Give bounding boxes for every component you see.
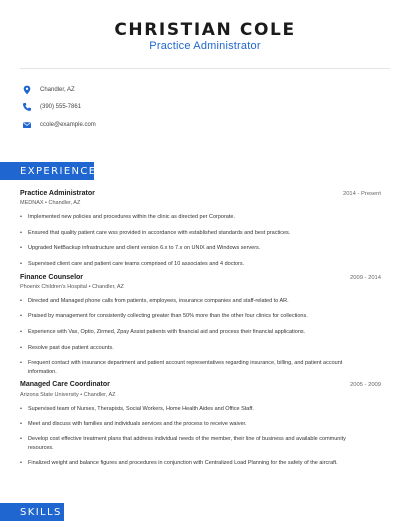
- contact-email: [22, 119, 96, 131]
- section-skills-header: SKILLS: [0, 503, 64, 521]
- job-title: Managed Care Coordinator: [20, 381, 110, 388]
- job-location: Chandler, AZ: [48, 200, 81, 206]
- job-location: Chandler, AZ: [83, 392, 116, 398]
- job-org-line: MEDNAX • Chandler, AZ: [20, 200, 81, 206]
- candidate-name: CHRISTIAN COLE: [114, 20, 296, 40]
- contact-location-text: Chandler, AZ: [40, 87, 75, 93]
- job-dates: 2009 - 2014: [350, 275, 381, 281]
- location-pin-icon: [22, 85, 32, 95]
- job-location: Chandler, AZ: [92, 284, 124, 290]
- job-org-line: Arizona State University • Chandler, AZ: [20, 392, 116, 398]
- phone-icon: [22, 102, 32, 112]
- job-title: Practice Administrator: [20, 190, 95, 197]
- job-org-line: Phoenix Children's Hospital • Chandler, AZ: [20, 284, 124, 290]
- section-experience-header: EXPERIENCE: [0, 162, 94, 180]
- email-icon: [22, 120, 32, 130]
- job-org: Phoenix Children's Hospital: [20, 284, 88, 290]
- job-dates: 2014 - Present: [342, 191, 381, 197]
- contact-email-text: ccole@example.com: [40, 122, 96, 128]
- candidate-role: Practice Administrator: [149, 40, 261, 52]
- contact-location: [22, 84, 75, 96]
- job-dates: 2005 - 2009: [350, 382, 381, 388]
- contact-phone-text: (390) 555-7861: [40, 104, 82, 110]
- contact-phone: [22, 101, 81, 113]
- job-title: Finance Counselor: [20, 274, 84, 281]
- job-org: MEDNAX: [20, 200, 44, 206]
- job-org: Arizona State University: [20, 392, 79, 398]
- header-divider: [20, 68, 390, 69]
